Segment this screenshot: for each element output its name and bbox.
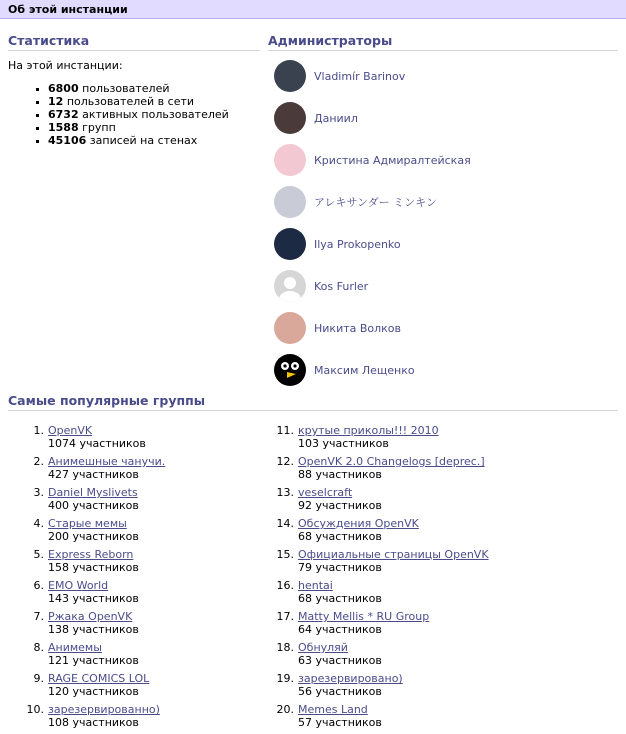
member-count: 120 участников xyxy=(48,685,139,698)
member-count: 103 участников xyxy=(298,437,389,450)
member-count: 56 участников xyxy=(298,685,382,698)
group-link[interactable]: Memes Land xyxy=(298,703,368,716)
member-count: 79 участников xyxy=(298,561,382,574)
stat-item xyxy=(48,82,260,95)
group-link[interactable]: RAGE COMICS LOL xyxy=(48,672,150,685)
penguin-avatar-icon xyxy=(274,354,306,386)
stat-value: 12 xyxy=(48,95,64,108)
list-item xyxy=(8,703,268,734)
group-link[interactable]: OpenVK 2.0 Changelogs [deprec.] xyxy=(298,455,485,468)
member-count: 57 участников xyxy=(298,716,382,729)
rank-number: 13. xyxy=(276,486,294,499)
stat-item xyxy=(48,95,260,108)
admin-item xyxy=(268,269,618,303)
stat-value: 6800 xyxy=(48,82,79,95)
member-count: 108 участников xyxy=(48,716,139,729)
admin-name-link[interactable]: Максим Лещенко xyxy=(314,363,415,377)
list-item xyxy=(8,579,268,610)
list-item xyxy=(268,486,528,517)
member-count: 88 участников xyxy=(298,468,382,481)
group-link[interactable]: veselcraft xyxy=(298,486,353,499)
admin-name-link[interactable]: Vladimír Barinov xyxy=(314,69,406,83)
list-item xyxy=(268,579,528,610)
list-item xyxy=(268,703,528,734)
admins-title: Администраторы xyxy=(268,33,618,51)
page-title: Об этой инстанции xyxy=(0,0,626,19)
group-link[interactable]: зарезервированно) xyxy=(48,703,160,716)
group-link[interactable]: Анимешные чанучи. xyxy=(48,455,166,468)
stats-list xyxy=(8,82,260,147)
member-count: 92 участников xyxy=(298,499,382,512)
list-item xyxy=(268,517,528,548)
list-item xyxy=(8,517,268,548)
rank-number: 11. xyxy=(276,424,294,437)
group-link[interactable]: hentai xyxy=(298,579,333,592)
member-count: 427 участников xyxy=(48,468,139,481)
avatar[interactable] xyxy=(274,228,306,260)
list-item xyxy=(8,610,268,641)
avatar[interactable] xyxy=(274,312,306,344)
rank-number: 3. xyxy=(33,486,44,499)
rank-number: 15. xyxy=(276,548,294,561)
stat-label: групп xyxy=(82,121,116,134)
admin-item xyxy=(268,311,618,345)
rank-number: 5. xyxy=(33,548,44,561)
member-count: 121 участников xyxy=(48,654,139,667)
admin-name-link[interactable]: Никита Волков xyxy=(314,321,402,335)
member-count: 158 участников xyxy=(48,561,139,574)
avatar[interactable] xyxy=(274,102,306,134)
popular-groups-section xyxy=(8,393,618,734)
group-link[interactable]: Обсуждения OpenVK xyxy=(298,517,419,530)
member-count: 68 участников xyxy=(298,530,382,543)
admin-item xyxy=(268,59,618,93)
admin-item xyxy=(268,227,618,261)
rank-number: 4. xyxy=(33,517,44,530)
member-count: 400 участников xyxy=(48,499,139,512)
admin-item xyxy=(268,185,618,219)
list-item xyxy=(268,610,528,641)
groups-columns xyxy=(8,424,618,734)
list-item xyxy=(8,486,268,517)
avatar[interactable] xyxy=(274,144,306,176)
admin-item xyxy=(268,353,618,387)
stat-item xyxy=(48,134,260,147)
member-count: 64 участников xyxy=(298,623,382,636)
rank-number: 18. xyxy=(276,641,294,654)
list-item xyxy=(8,455,268,486)
groups-list-right xyxy=(268,424,528,734)
group-link[interactable]: Express Reborn xyxy=(48,548,134,561)
rank-number: 6. xyxy=(33,579,44,592)
list-item xyxy=(268,424,528,455)
stat-value: 1588 xyxy=(48,121,79,134)
member-count: 63 участников xyxy=(298,654,382,667)
group-link[interactable]: Ржака OpenVK xyxy=(48,610,133,623)
admin-name-link[interactable]: Ilya Prokopenko xyxy=(314,237,401,251)
stat-label: активных пользователей xyxy=(82,108,229,121)
list-item xyxy=(268,672,528,703)
list-item xyxy=(8,548,268,579)
stat-value: 6732 xyxy=(48,108,79,121)
avatar[interactable] xyxy=(274,270,306,302)
admin-name-link[interactable]: Кристина Адмиралтейская xyxy=(314,153,471,167)
avatar[interactable] xyxy=(274,60,306,92)
list-item xyxy=(268,455,528,486)
list-item xyxy=(268,548,528,579)
member-count: 143 участников xyxy=(48,592,139,605)
avatar[interactable] xyxy=(274,186,306,218)
stat-label: пользователей в сети xyxy=(66,95,195,108)
member-count: 200 участников xyxy=(48,530,139,543)
stat-label: пользователей xyxy=(82,82,170,95)
rank-number: 12. xyxy=(276,455,294,468)
stat-item xyxy=(48,121,260,134)
groups-list-left xyxy=(8,424,268,734)
rank-number: 16. xyxy=(276,579,294,592)
admins-section xyxy=(268,33,618,395)
list-item xyxy=(8,424,268,455)
list-item xyxy=(8,641,268,672)
group-link[interactable]: Daniel Myslivets xyxy=(48,486,138,499)
admin-name-link[interactable]: アレキサンダー ミンキン xyxy=(314,196,437,209)
stats-section xyxy=(8,33,260,147)
default-avatar-icon xyxy=(274,270,306,302)
admins-list xyxy=(268,59,618,387)
member-count: 68 участников xyxy=(298,592,382,605)
rank-number: 17. xyxy=(276,610,294,623)
rank-number: 20. xyxy=(276,703,294,716)
admin-name-link[interactable]: Kos Furler xyxy=(314,279,369,293)
stat-value: 45106 xyxy=(48,134,87,147)
group-link[interactable]: зарезервировано) xyxy=(298,672,403,685)
rank-number: 8. xyxy=(33,641,44,654)
rank-number: 14. xyxy=(276,517,294,530)
group-link[interactable]: Matty Mellis * RU Group xyxy=(298,610,430,623)
group-link[interactable]: Обнуляй xyxy=(298,641,348,654)
rank-number: 19. xyxy=(276,672,294,685)
admin-name-link[interactable]: Даниил xyxy=(314,111,358,125)
rank-number: 1. xyxy=(33,424,44,437)
member-count: 138 участников xyxy=(48,623,139,636)
groups-title: Самые популярные группы xyxy=(8,393,618,411)
rank-number: 9. xyxy=(33,672,44,685)
group-link[interactable]: Старые мемы xyxy=(48,517,127,530)
group-link[interactable]: EMO World xyxy=(48,579,109,592)
rank-number: 2. xyxy=(33,455,44,468)
group-link[interactable]: Официальные страницы OpenVK xyxy=(298,548,489,561)
stat-label: записей на стенах xyxy=(89,134,198,147)
list-item xyxy=(268,641,528,672)
stats-title: Статистика xyxy=(8,33,260,51)
stats-intro: На этой инстанции: xyxy=(8,59,123,72)
stat-item xyxy=(48,108,260,121)
rank-number: 7. xyxy=(33,610,44,623)
rank-number: 10. xyxy=(26,703,44,716)
avatar[interactable] xyxy=(274,354,306,386)
admin-item xyxy=(268,143,618,177)
group-link[interactable]: Анимемы xyxy=(48,641,102,654)
list-item xyxy=(8,672,268,703)
group-link[interactable]: OpenVK xyxy=(48,424,93,437)
admin-item xyxy=(268,101,618,135)
member-count: 1074 участников xyxy=(48,437,146,450)
group-link[interactable]: крутые приколы!!! 2010 xyxy=(298,424,439,437)
